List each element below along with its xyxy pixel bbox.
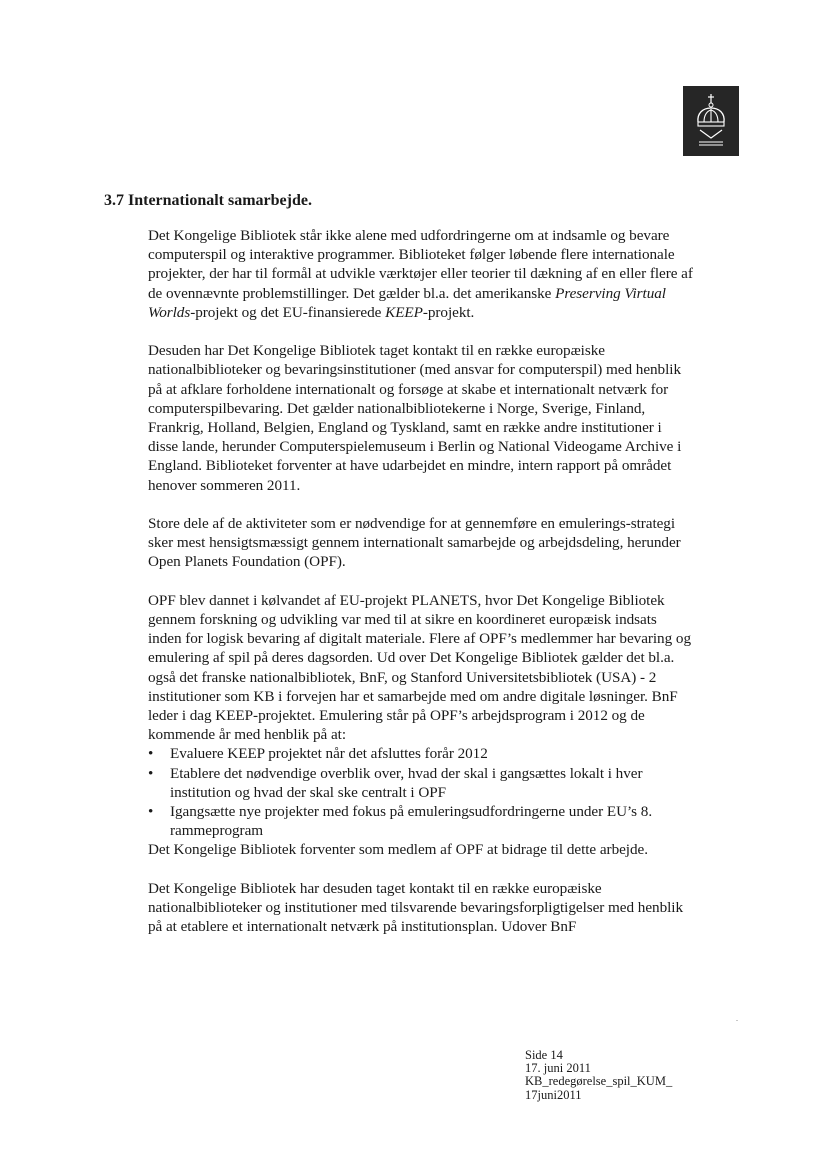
paragraph-6: Det Kongelige Bibliotek har desuden taget kontakt til en række europæiske nationalbiblioteker og institutioner med tilsvarende bevaringsforpligtigelser med henblik på at etablere et internationalt netværk på institutionsplan. Udover BnF (148, 879, 683, 936)
bullet-icon: • (148, 764, 154, 782)
footer-date: 17. juni 2011 (525, 1061, 591, 1076)
bullet-list (148, 744, 693, 840)
page-footer (525, 1049, 725, 1102)
bullet-icon: • (148, 745, 154, 763)
list-item: • Igangsætte nye projekter med fokus på emuleringsudfordringerne under EU’s 8. rammeprogram (148, 803, 653, 840)
project-name-keep: KEEP (385, 303, 423, 321)
paragraph-4: OPF blev dannet i kølvandet af EU-projekt PLANETS, hvor Det Kongelige Bibliotek gennem forskning og udvikling var med til at sikre en koordineret europæisk indsats inden for logisk bevaring af digitalt materiale. Flere af OPF’s medlemmer har bevaring og emulering af spil på deres dagsorden. Ud over Det Kongelige Bibliotek gælder det bl.a. også det franske nationalbibliotek, BnF, og Stanford Universitetsbibliotek (USA) - 2 institutioner som KB i forvejen har et samarbejde med om andre digitale løsninger. BnF leder i dag KEEP-projektet. Emulering står på OPF’s arbejdsprogram i 2012 og de kommende år med henblik på at: (148, 591, 691, 744)
section-heading: 3.7 Internationalt samarbejde. (104, 192, 312, 209)
royal-crown-emblem-icon (683, 86, 739, 156)
paragraph-2: Desuden har Det Kongelige Bibliotek taget kontakt til en række europæiske nationalbiblioteker og bevaringsinstitutioner (med ansvar for computerspil) med henblik på at afklare forholdene internationalt og forsøge at skabe et internationalt netværk for computerspilbevaring. Det gælder nationalbibliotekerne i Norge, Sverige, Finland, Frankrig, Holland, Belgien, England og Tyskland, samt en række andre institutioner i disse lande, herunder Computerspielemuseum i Berlin og National Videogame Archive i England. Biblioteket forventer at have udarbejdet en mindre, intern rapport på området henover sommeren 2011. (148, 342, 682, 494)
list-item: • Etablere det nødvendige overblik over, hvad der skal i gangsættes lokalt i hver institution og hvad der skal ske centralt i OPF (148, 764, 643, 801)
royal-crown-logo (683, 86, 739, 156)
section-body (148, 226, 693, 936)
paragraph-1: Det Kongelige Bibliotek står ikke alene med udfordringerne om at indsamle og bevare computerspil og interaktive programmer. Biblioteket følger løbende flere internationale projekter, der har til formål at udvikle værktøjer eller teorier til dækning af en eller flere af de ovennævnte problemstillinger. Det gælder bl.a. det amerikanske Preserving Virtual Worlds-projekt og det EU-finansierede KEEP-projekt. (148, 227, 693, 321)
document-reference-cont: 17juni2011 (525, 1087, 582, 1102)
page-number: Side 14 (525, 1048, 563, 1062)
document-reference: KB_redegørelse_spil_KUM_ (525, 1074, 673, 1089)
project-name-pvw: Preserving Virtual Worlds (148, 284, 666, 321)
list-item: • Evaluere KEEP projektet når det afsluttes forår 2012 (148, 745, 488, 763)
scan-speck (736, 1020, 738, 1021)
bullet-icon: • (148, 803, 154, 821)
paragraph-3: Store dele af de aktiviteter som er nødvendige for at gennemføre en emulerings-strategi sker mest hensigtsmæssigt gennem internationalt samarbejde og arbejdsdeling, herunder Open Planets Foundation (OPF). (148, 515, 681, 571)
paragraph-5: Det Kongelige Bibliotek forventer som medlem af OPF at bidrage til dette arbejde. (148, 841, 648, 859)
